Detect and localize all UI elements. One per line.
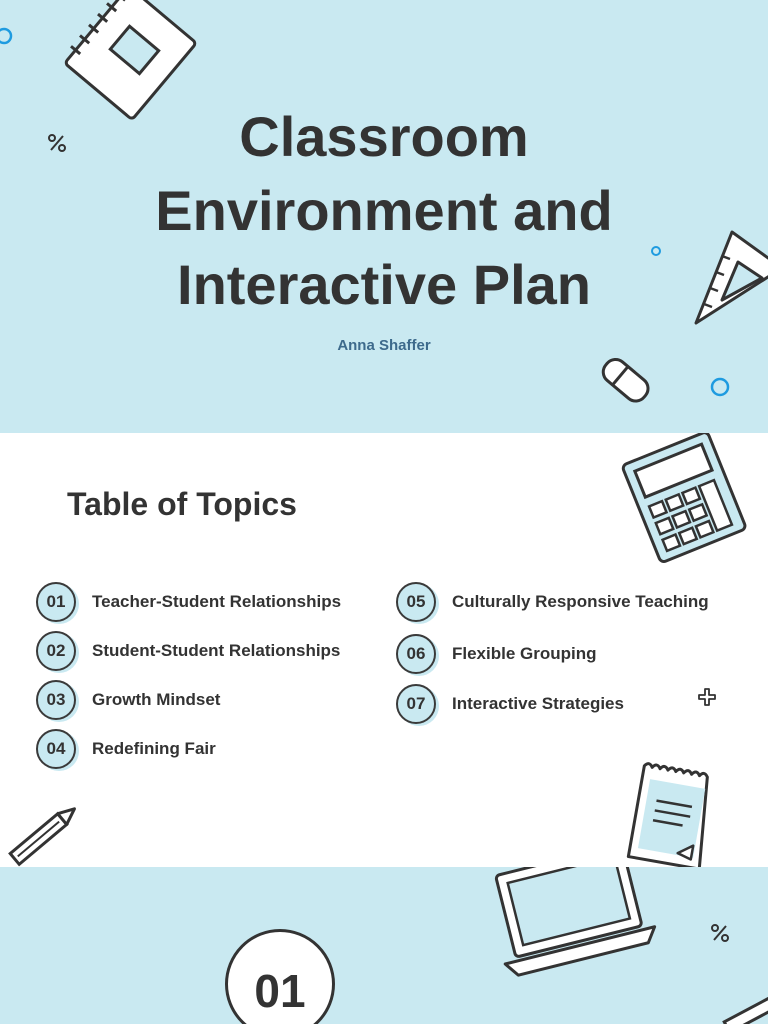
topic-label: Interactive Strategies [452, 694, 624, 713]
eraser-icon [594, 350, 656, 412]
topic-label: Flexible Grouping [452, 644, 597, 663]
calculator-icon [618, 435, 748, 560]
topic-label: Student-Student Relationships [92, 641, 341, 660]
circle-icon [0, 26, 14, 46]
topic-number: 01 [36, 582, 76, 622]
topic-item[interactable] [36, 630, 340, 672]
title-slide [0, 0, 768, 433]
topic-label: Teacher-Student Relationships [92, 592, 342, 611]
topic-item[interactable] [396, 581, 709, 623]
topic-number: 03 [36, 680, 76, 720]
notepad-icon [614, 763, 724, 867]
topic-label: Growth Mindset [92, 690, 221, 709]
plus-icon [698, 688, 716, 706]
topic-item[interactable] [36, 728, 216, 770]
topic-label: Culturally Responsive Teaching [452, 592, 709, 611]
table-of-topics-slide [0, 433, 768, 867]
pencil-icon [6, 798, 86, 867]
topic-number: 06 [396, 634, 436, 674]
topic-label: Redefining Fair [92, 739, 216, 758]
pencil-icon [720, 995, 768, 1024]
author-name: Anna Shaffer [337, 337, 431, 354]
topic-number: 02 [36, 631, 76, 671]
topic-item[interactable] [396, 633, 597, 675]
section-slide [0, 867, 768, 1024]
percent-icon [711, 924, 729, 942]
triangle-ruler-icon [692, 228, 768, 328]
circle-icon [709, 376, 731, 398]
circle-icon [650, 245, 662, 257]
topic-number: 07 [396, 684, 436, 724]
laptop-icon [488, 867, 668, 987]
topic-item[interactable] [396, 683, 624, 725]
topic-number: 04 [36, 729, 76, 769]
presentation-title: Classroom Environment and Interactive Plan [155, 105, 613, 316]
topic-number: 05 [396, 582, 436, 622]
toc-heading: Table of Topics [67, 486, 297, 522]
topic-item[interactable] [36, 581, 341, 623]
percent-icon [48, 134, 66, 152]
topic-item[interactable] [36, 679, 220, 721]
section-number: 01 [225, 929, 335, 1024]
